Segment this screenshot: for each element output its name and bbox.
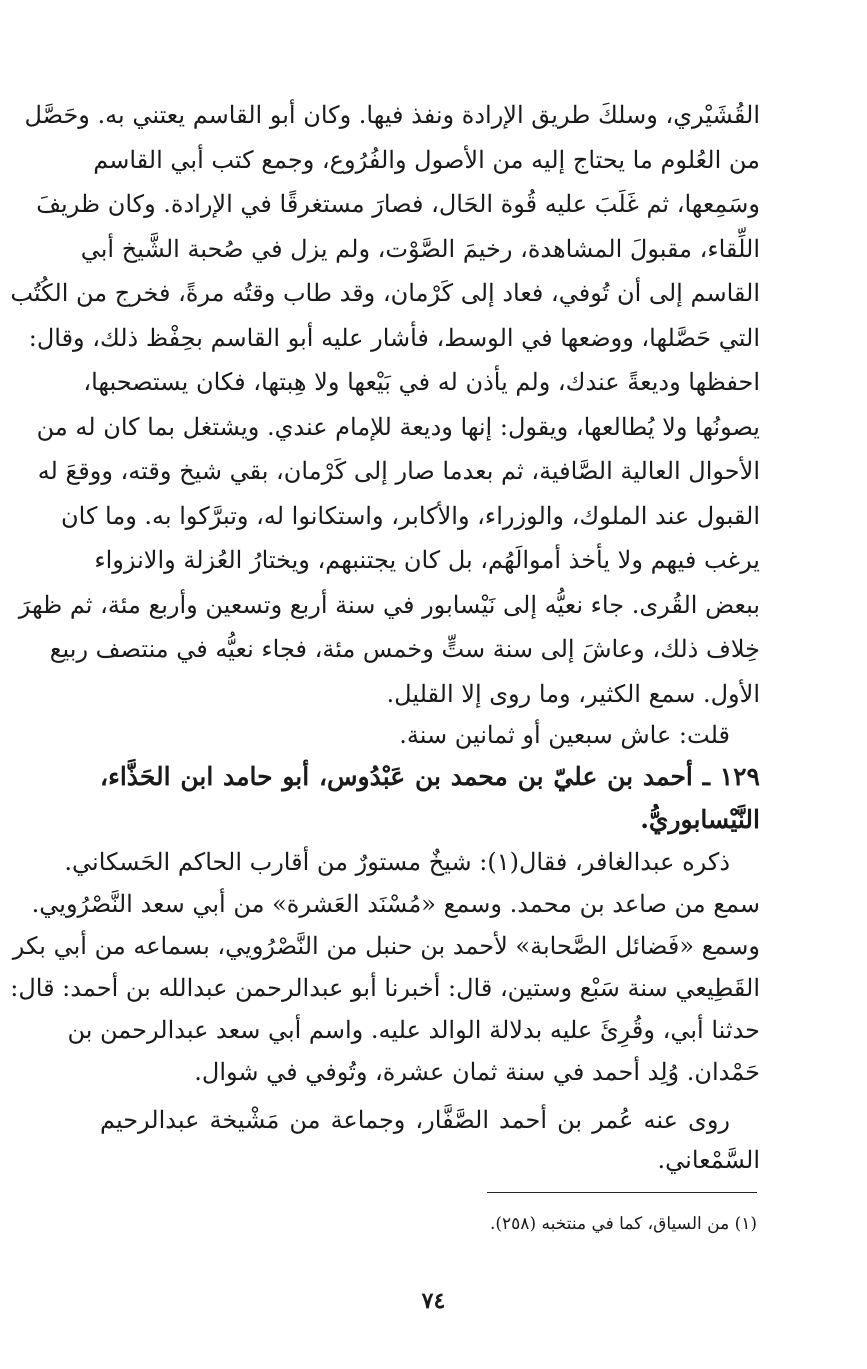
narration-line: روى عنه عُمر بن أحمد الصَّفَّار، وجماعة من مَشْيخة عبدالرحيم [100,1106,730,1134]
editor-note: قلت: عاش سبعين أو ثمانين سنة. [399,721,730,749]
entry-line: وسمع «فَضائل الصَّحابة» لأحمد بن حنبل من النَّصْرُويي، بسماعه من أبي بكر [12,932,760,960]
body-line: اللِّقاء، مقبولَ المشاهدة، رخيمَ الصَّوْت، ولم يزل في صُحبة الشَّيخ أبي [80,234,760,263]
body-line: التي حَصَّلها، ووضعها في الوسط، فأشار عليه أبو القاسم بحِفْظ ذلك، وقال: [28,323,760,352]
entry-heading: ١٢٩ ـ أحمد بن عليّ بن محمد بن عَبْدُوس، أبو حامد ابن الحَذَّاء، [100,762,760,791]
body-line: يصونُها ولا يُطالعها، ويقول: إنها وديعة للإمام عندي. ويشتغل بما كان له من [36,412,760,441]
body-line: وسَمِعها، ثم غَلَبَ عليه قُوة الحَال، فصارَ مستغرقًا في الإرادة. وكان ظريفَ [36,190,760,218]
entry-line: سمع من صاعد بن محمد. وسمع «مُسْنَد العَشرة» من أبي سعد النَّصْرُويي. [31,890,760,918]
body-line: القُشَيْري، وسلكَ طريق الإرادة ونفذ فيها. وكان أبو القاسم يعتني به. وحَصَّل [24,101,760,129]
body-line: الأحوال العالية الصَّافية، ثم بعدما صار إلى كَرْمان، بقي شيخ وقته، ووقعَ له [37,457,760,485]
footnote: (١) من السياق، كما في منتخبه (٢٥٨). [489,1214,757,1234]
body-line: القبول عند الملوك، والوزراء، والأكابر، واستكانوا له، وتبرَّكوا به. وما كان [61,501,760,530]
body-line: احفظها وديعةً عندك، ولم يأذن له في بَيْعها ولا هِبتها، فكان يستصحبها، [83,368,760,396]
entry-line: القَطِيعي سنة سَبْع وستين، قال: أخبرنا أبو عبدالرحمن عبدالله بن أحمد: قال: [10,974,760,1002]
body-line: من العُلوم ما يحتاج إليه من الأصول والفُرُوع، وجمع كتب أبي القاسم [93,145,760,174]
body-line: ببعض القُرى. جاء نعيُّه إلى نَيْسابور في سنة أربع وتسعين وأربع مئة، ثم ظهرَ [18,590,760,619]
footnote-divider [487,1192,757,1193]
body-line: الأول. سمع الكثير، وما روى إلا القليل. [386,679,760,708]
entry-line: حدثنا أبي، وقُرِئَ عليه بدلالة الوالد عليه. واسم أبي سعد عبدالرحمن بن [67,1016,760,1044]
entry-line: ذكره عبدالغافر، فقال(١): شيخٌ مستورٌ من أقارب الحاكم الحَسكاني. [64,848,730,876]
body-line: القاسم إلى أن تُوفي، فعاد إلى كَرْمان، وقد طاب وقتُه مرةً، فخرج من الكُتُب [10,279,760,307]
body-line: خِلاف ذلك، وعاشَ إلى سنة ستٍّ وخمس مئة، فجاء نعيُّه في منتصف ربيع [49,635,760,663]
body-line: يرغب فيهم ولا يأخذ أموالَهُم، بل كان يجتنبهم، ويختارُ العُزلة والانزواء [94,546,760,574]
entry-heading-continued: النَّيْسابوريُّ. [640,805,760,834]
entry-line: حَمْدان. وُلِد أحمد في سنة ثمان عشرة، وتُوفي في شوال. [194,1058,760,1086]
narration-line-continued: السَّمْعاني. [657,1146,760,1174]
page-number: ٧٤ [421,1288,446,1314]
